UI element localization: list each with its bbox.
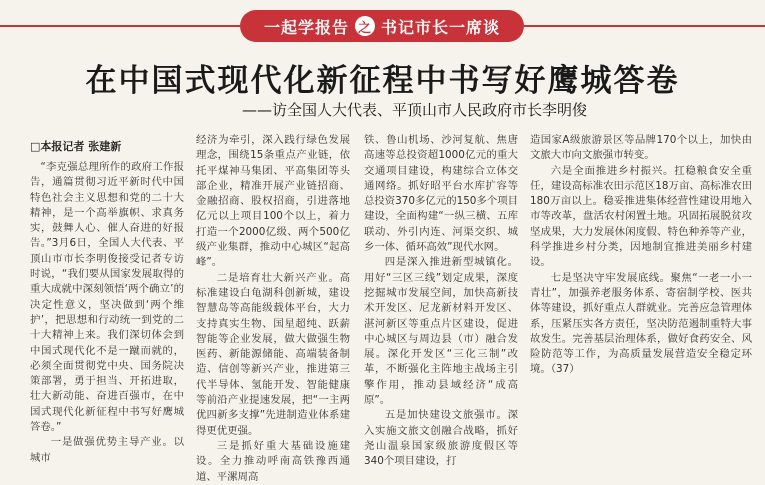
column-banner	[0, 6, 765, 46]
paragraph: 造国家A级旅游景区等品牌170个以上，加快由文旅大市向文旅强市转变。	[530, 134, 752, 162]
banner-right-text: 书记市长一席谈	[381, 17, 501, 37]
banner-rule-right	[524, 25, 765, 27]
paragraph: 三是抓好重大基础设施建设。全力推动呼南高铁豫西通道、平漯周高	[196, 439, 350, 483]
paragraph: 二是培育壮大新兴产业。高标准建设白龟湖科创新城，建设智慧岛等高能级载体平台，大力支持真实生物、国星超纯、跃薪智能等企业发展，做大做强生物医药、新能源储能、高端装备制造、信创等新兴产业，推进第三代半导体、氢能开发、智能健康等前沿产业提速发展，把“一主两优四新多支撑”先进制造业体系建得更优更强。	[196, 271, 350, 437]
paragraph: 七是坚决守牢发展底线。聚焦“一老一小一青壮”，加强养老服务体系、寄宿制学校、医共体等建设，抓好重点人群就业。完善应急管理体系，压紧压实各方责任，坚决防范遏制重特大事故发生。完善基层治理体系，做好食药安全、风险防范等工作，为高质量发展营造安全稳定环境。（37）	[530, 271, 752, 376]
paragraph: 一是做强优势主导产业。以城市	[30, 436, 184, 464]
paragraph: 铁、鲁山机场、沙河复航、焦唐高速等总投资超1000亿元的重大交通项目建设，构建综合立体交通网络。抓好昭平台水库扩容等总投资370多亿元的150多个项目建设，全面构建“一纵三横、五库联动、外引内连、河渠交织、城乡一体、循环高效”现代水网。	[364, 134, 518, 254]
paragraph: 经济为牵引，深入践行绿色发展理念，围绕15条重点产业链，依托平煤神马集团、平高集团等头部企业，精准开展产业链招商、金融招商、股权招商，引进落地亿元以上项目100个以上，着力打造一个2000亿级、两个500亿级产业集群，推动中心城区“起高峰”。	[196, 134, 350, 269]
article-column-4	[530, 133, 752, 410]
paragraph: 五是加快建设文旅强市。深入实施文旅文创融合战略，抓好尧山温泉国家级旅游度假区等340个项目建设，打	[364, 409, 518, 468]
paragraph: 四是深入推进新型城镇化。用好“三区三线”划定成果，深度挖掘城市发展空间，加快高新技术开发区、尼龙新材料开发区、湛河新区等重点片区建设，促进中心城区与周边县（市）融合发展。深化开发区“三化三制”改革，不断强化主阵地主战场主引擎作用，推动县域经济“成高原”。	[364, 256, 518, 407]
banner-rule-left	[0, 25, 240, 27]
article-column-1	[30, 160, 184, 464]
banner-left-text: 一起学报告	[263, 17, 349, 37]
subheadline: ——访全国人大代表、平顶山市人民政府市长李明俊	[241, 101, 587, 119]
banner-badge-icon: 之	[355, 16, 375, 36]
banner-pill	[240, 10, 524, 42]
headline: 在中国式现代化新征程中书写好鹰城答卷	[85, 63, 680, 99]
article-column-3	[364, 133, 518, 468]
article-column-2	[196, 133, 350, 483]
paragraph: 六是全面推进乡村振兴。扛稳粮食安全重任，建设高标准农田示范区18万亩、高标准农田180万亩以上。稳妥推进集体经营性建设用地入市等改革，盘活农村闲置土地。巩固拓展脱贫攻坚成果，大力发展休闲度假、特色种养等产业，科学推进乡村分类，因地制宜推进美丽乡村建设。	[530, 164, 752, 269]
byline: □本报记者 张建新	[30, 140, 122, 153]
paragraph: “李克强总理所作的政府工作报告，通篇贯彻习近平新时代中国特色社会主义思想和党的二十大精神，是一个高举旗帜、求真务实，鼓舞人心、催人奋进的好报告。”3月6日，全国人大代表、平顶山市市长李明俊接受记者专访时说，“我们要从国家发展取得的重大成就中深刻领悟‘两个确立’的决定性意义，坚决做到‘两个维护’，把思想和行动统一到党的二十大精神上来。我们深切体会到中国式现代化不是一蹴而就的，必须全面贯彻党中央、国务院决策部署，勇于担当、开拓进取，壮大新动能、奋进百强市，在中国式现代化新征程中书写好鹰城答卷。”	[30, 161, 184, 434]
